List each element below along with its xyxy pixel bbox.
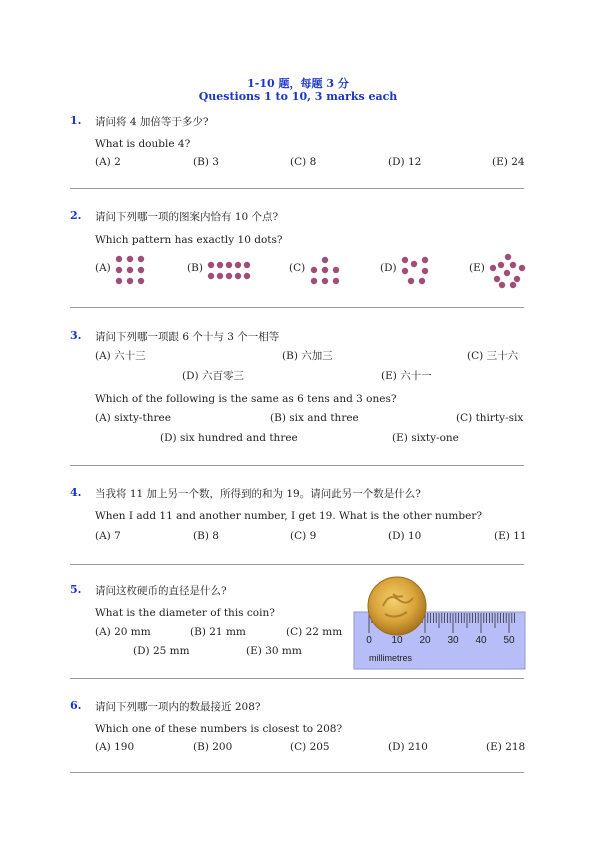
dot-pattern-c	[308, 255, 344, 287]
divider	[70, 465, 524, 466]
option-a[interactable]: (A) 190	[95, 741, 135, 753]
option-c[interactable]: (C) 22 mm	[286, 626, 343, 638]
option-d[interactable]: (D) 210	[388, 741, 428, 753]
option-e[interactable]: (E) 11	[494, 530, 527, 542]
option-b-zh[interactable]: (B) 六加三	[282, 350, 333, 362]
option-e[interactable]: (E) sixty-one	[392, 432, 459, 444]
question-number: 1.	[70, 114, 82, 127]
divider	[70, 564, 524, 565]
option-c-zh[interactable]: (C) 三十六	[467, 350, 519, 362]
option-b[interactable]: (B)	[187, 262, 203, 274]
option-e-zh[interactable]: (E) 六十一	[381, 370, 432, 382]
ruler-tick-label: 30	[447, 635, 459, 646]
option-a[interactable]: (A) 20 mm	[95, 626, 151, 638]
divider	[70, 188, 524, 189]
question-text-en: Which one of these numbers is closest to 208?	[95, 723, 343, 735]
question-number: 3.	[70, 329, 82, 342]
option-d[interactable]: (D)	[380, 262, 397, 274]
option-b[interactable]: (B) 3	[193, 156, 219, 168]
divider	[70, 772, 524, 773]
option-d[interactable]: (D) 10	[388, 530, 422, 542]
question-number: 6.	[70, 699, 82, 712]
option-e[interactable]: (E) 30 mm	[246, 645, 302, 657]
coin-ruler-illustration	[353, 576, 526, 672]
question-text-zh: 当我将 11 加上另一个数，所得到的和为 19。请问此另一个数是什么?	[95, 488, 421, 500]
dot-pattern-a	[113, 254, 149, 286]
option-c[interactable]: (C)	[289, 262, 306, 274]
question-text-en: What is the diameter of this coin?	[95, 607, 275, 619]
question-text-zh: 请问这枚硬币的直径是什么?	[95, 585, 227, 597]
question-text-zh: 请问下列哪一项跟 6 个十与 3 个一相等	[95, 331, 280, 343]
option-e[interactable]: (E) 24	[492, 156, 525, 168]
question-number: 5.	[70, 583, 82, 596]
ruler-tick-label: 20	[419, 635, 431, 646]
ruler-tick-label: 10	[391, 635, 403, 646]
option-a[interactable]: (A)	[95, 262, 111, 274]
question-text-zh: 请问下列哪一项的图案内恰有 10 个点?	[95, 211, 279, 223]
section-subtitle: Questions 1 to 10, 3 marks each	[198, 90, 398, 103]
option-e[interactable]: (E) 218	[486, 741, 526, 753]
option-d[interactable]: (D) 25 mm	[133, 645, 190, 657]
option-c[interactable]: (C) 205	[290, 741, 330, 753]
question-number: 2.	[70, 209, 82, 222]
option-c[interactable]: (C) 8	[290, 156, 317, 168]
option-d[interactable]: (D) 12	[388, 156, 422, 168]
option-a-zh[interactable]: (A) 六十三	[95, 350, 146, 362]
question-text-zh: 请问下列哪一项内的数最接近 208?	[95, 701, 261, 713]
ruler-tick-label: 50	[503, 635, 515, 646]
divider	[70, 307, 524, 308]
option-a[interactable]: (A) sixty-three	[95, 412, 171, 424]
option-b[interactable]: (B) 200	[193, 741, 233, 753]
question-number: 4.	[70, 486, 82, 499]
option-a[interactable]: (A) 7	[95, 530, 121, 542]
option-b[interactable]: (B) 21 mm	[190, 626, 246, 638]
dot-pattern-d	[399, 255, 433, 287]
section-title: 1-10 题，每题 3 分	[247, 77, 349, 90]
option-d-zh[interactable]: (D) 六百零三	[182, 370, 244, 382]
option-d[interactable]: (D) six hundred and three	[160, 432, 298, 444]
option-b[interactable]: (B) 8	[193, 530, 219, 542]
option-c[interactable]: (C) thirty-six	[456, 412, 524, 424]
question-text-en: Which pattern has exactly 10 dots?	[95, 234, 283, 246]
option-b[interactable]: (B) six and three	[270, 412, 359, 424]
question-text-en: When I add 11 and another number, I get 19. What is the other number?	[95, 510, 482, 522]
ruler-tick-label: 40	[475, 635, 487, 646]
dot-pattern-e	[488, 252, 528, 290]
question-text-en: What is double 4?	[95, 138, 191, 150]
question-text-en: Which of the following is the same as 6 tens and 3 ones?	[95, 393, 397, 405]
option-a[interactable]: (A) 2	[95, 156, 121, 168]
dot-pattern-b	[205, 260, 253, 282]
option-e[interactable]: (E)	[469, 262, 485, 274]
ruler-tick-label: 0	[366, 635, 372, 646]
ruler-unit-label: millimetres	[369, 653, 413, 663]
divider	[70, 678, 524, 679]
option-c[interactable]: (C) 9	[290, 530, 317, 542]
coin	[368, 577, 426, 635]
question-text-zh: 请问将 4 加倍等于多少?	[95, 116, 209, 128]
